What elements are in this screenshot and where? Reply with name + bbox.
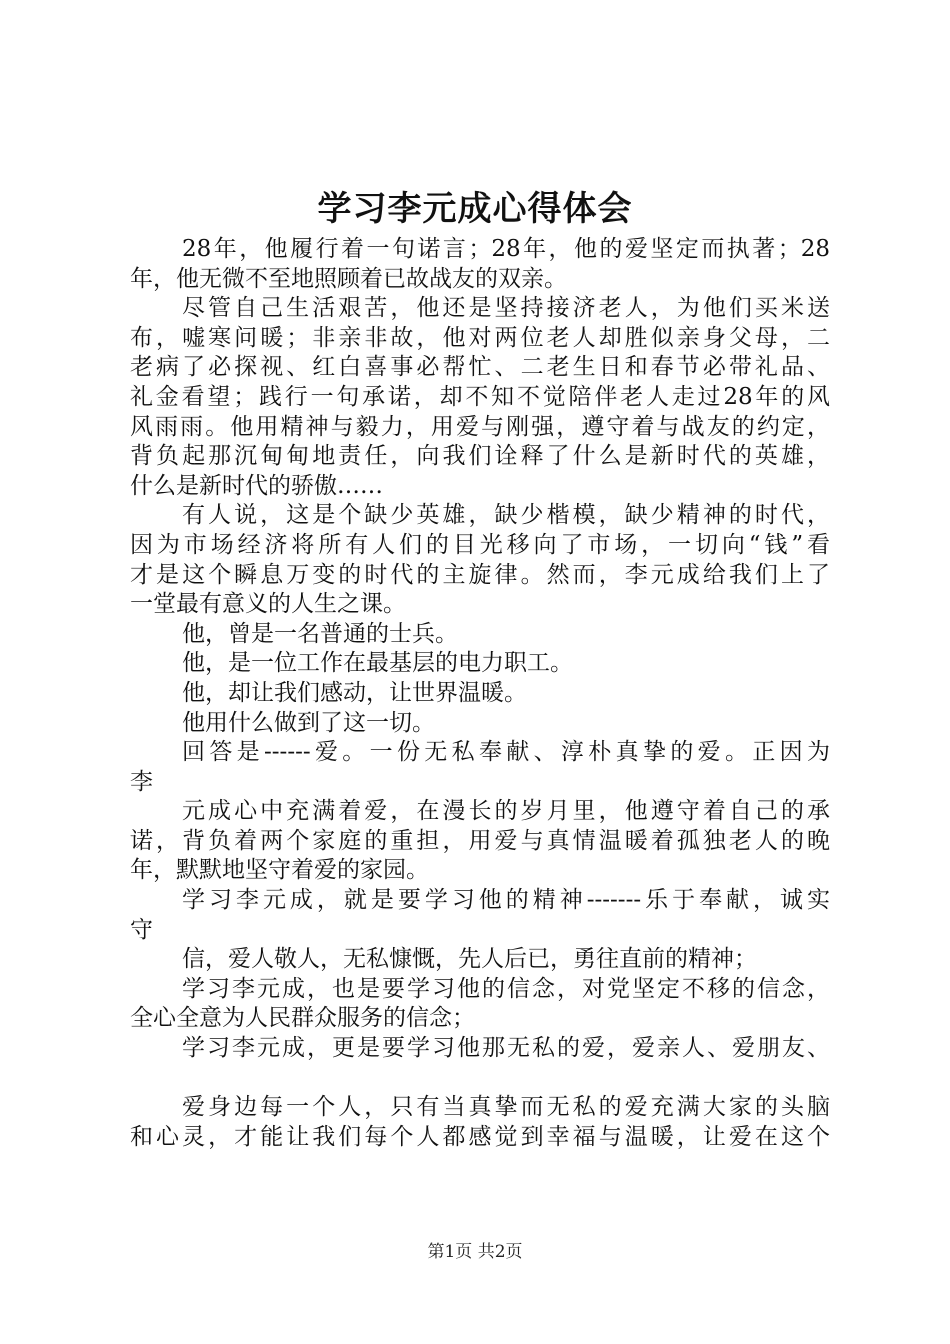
text-line: 背负起那沉甸甸地责任，向我们诠释了什么是新时代的英雄， — [130, 443, 830, 470]
text-line: 他用什么做到了这一切。 — [182, 709, 435, 736]
text-line: 尽管自己生活艰苦，他还是坚持接济老人，为他们买米送 — [182, 295, 830, 322]
text-line: 他，却让我们感动，让世界温暖。 — [182, 679, 527, 706]
text-line: 风雨雨。他用精神与毅力，用爱与刚强，遵守着与战友的约定， — [130, 413, 830, 440]
text-line: 回答是------爱。一份无私奉献、淳朴真挚的爱。正因为 — [182, 739, 830, 766]
text-line: 信，爱人敬人，无私慷慨，先人后已，勇往直前的精神； — [182, 946, 757, 973]
document-title: 学习李元成心得体会 — [317, 189, 633, 229]
text-line: 诺，背负着两个家庭的重担，用爱与真情温暖着孤独老人的晚 — [130, 827, 830, 854]
text-line: 学习李元成，也是要学习他的信念，对党坚定不移的信念， — [182, 975, 830, 1002]
text-line: 全心全意为人民群众服务的信念； — [130, 1005, 475, 1032]
text-line: 爱身边每一个人，只有当真挚而无私的爱充满大家的头脑 — [182, 1094, 830, 1121]
text-line: 元成心中充满着爱，在漫长的岁月里，他遵守着自己的承 — [182, 798, 830, 825]
text-line: 一堂最有意义的人生之课。 — [130, 591, 406, 618]
text-line: 什么是新时代的骄傲…… — [130, 472, 383, 499]
text-line: 有人说，这是个缺少英雄，缺少楷模，缺少精神的时代， — [182, 502, 830, 529]
text-line: 年，他无微不至地照顾着已故战友的双亲。 — [130, 265, 567, 292]
text-line: 和心灵，才能让我们每个人都感觉到幸福与温暖，让爱在这个 — [130, 1123, 830, 1150]
text-line: 年，默默地坚守着爱的家园。 — [130, 857, 429, 884]
page-number-footer: 第1页 共2页 — [427, 1242, 523, 1262]
text-line: 学习李元成，更是要学习他那无私的爱，爱亲人、爱朋友、 — [182, 1035, 830, 1062]
text-line: 老病了必探视、红白喜事必帮忙、二老生日和春节必带礼品、 — [130, 354, 830, 381]
document-body — [130, 235, 830, 1152]
text-line: 礼金看望；践行一句承诺，却不知不觉陪伴老人走过28年的风 — [130, 383, 830, 410]
text-line: 才是这个瞬息万变的时代的主旋律。然而，李元成给我们上了 — [130, 561, 830, 588]
blank-line — [130, 1064, 830, 1094]
text-line: 因为市场经济将所有人们的目光移向了市场，一切向“钱”看 — [130, 531, 830, 558]
text-line: 守 — [130, 916, 153, 943]
text-line: 他，曾是一名普通的士兵。 — [182, 620, 458, 647]
text-line: 他，是一位工作在最基层的电力职工。 — [182, 650, 573, 677]
text-line: 李 — [130, 768, 153, 795]
text-line: 学习李元成，就是要学习他的精神-------乐于奉献，诚实 — [182, 887, 830, 914]
text-line: 28年，他履行着一句诺言；28年，他的爱坚定而执著；28 — [182, 236, 830, 262]
text-line: 布，嘘寒问暖；非亲非故，他对两位老人却胜似亲身父母，二 — [130, 324, 830, 351]
